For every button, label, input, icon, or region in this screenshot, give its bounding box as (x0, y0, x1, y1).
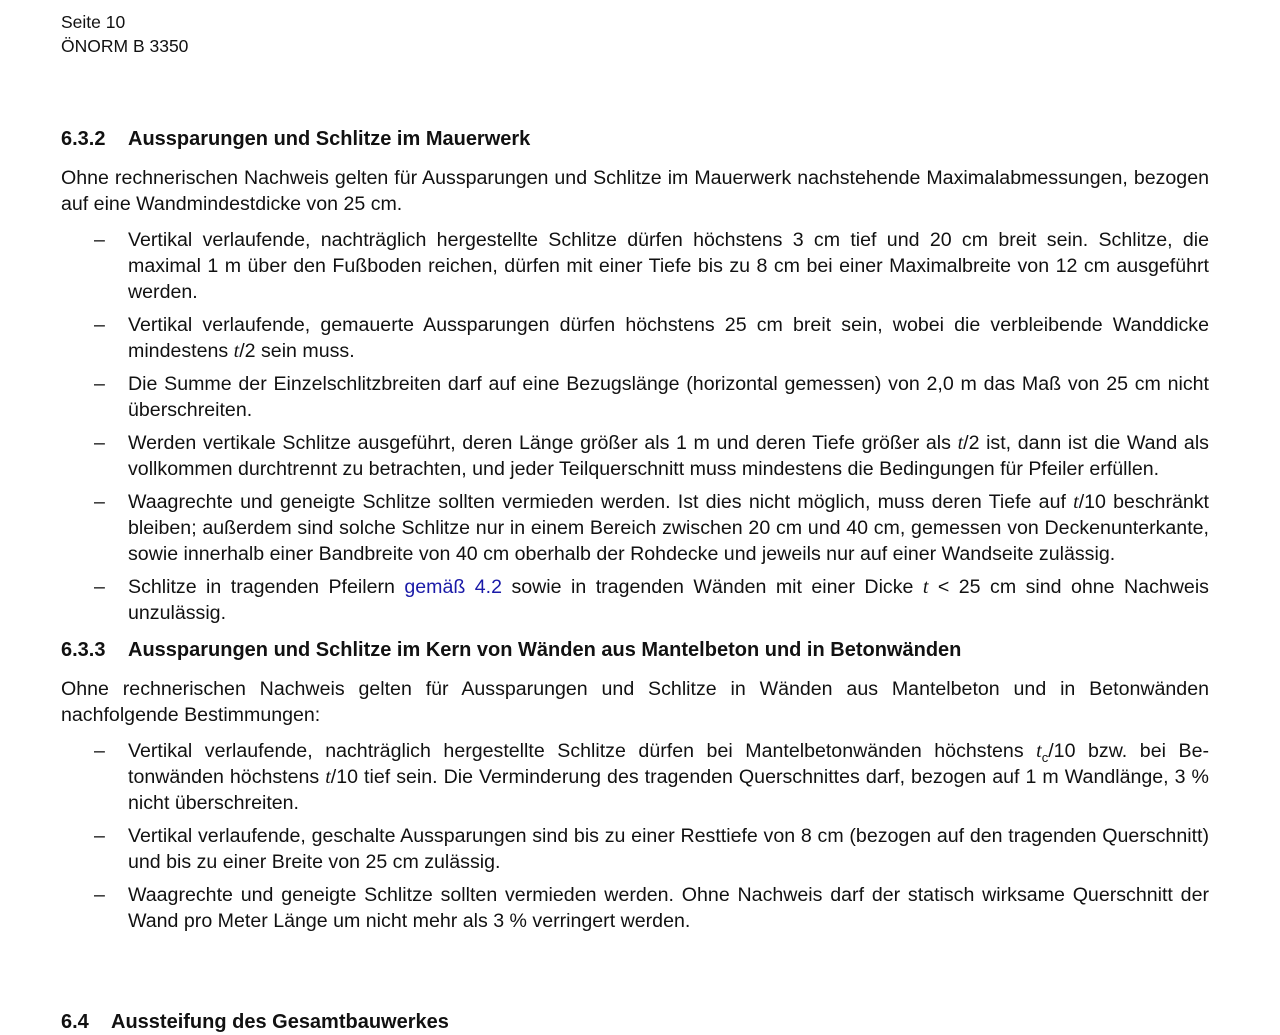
dash-marker: – (94, 229, 105, 251)
list-item-text: sowie in tragenden Wänden mit einer Dicke (502, 576, 923, 598)
dash-marker: – (94, 825, 105, 847)
list-item (61, 430, 1209, 482)
document-body (61, 126, 1209, 941)
reference-link-4-2[interactable]: gemäß 4.2 (404, 576, 503, 598)
list-item (61, 738, 1209, 816)
list-item-text: /10 tief sein. Die Verminderung des tragenden Querschnittes darf, bezogen auf 1 m Wandlänge, 3 % nicht überschreiten. (128, 766, 1209, 814)
list-item-text: Vertikal verlaufende, geschalte Aussparungen sind bis zu einer Resttiefe von 8 cm (bezogen auf den tragenden Querschnitt) und bis zu einer Breite von 25 cm zulässig. (128, 825, 1209, 873)
list-item-text: /10 bzw. bei Betonwänden höchstens (128, 740, 1209, 788)
list-item-text: Waagrechte und geneigte Schlitze sollten vermieden werden. Ohne Nachweis darf der statisch wirksame Querschnitt der Wand pro Meter Länge um nicht mehr als 3 % verringert werden. (128, 884, 1209, 932)
dash-marker: – (94, 373, 105, 395)
norm-title: ÖNORM B 3350 (61, 36, 189, 56)
section-intro: Ohne rechnerischen Nachweis gelten für Aussparungen und Schlitze im Mauerwerk nachstehende Maximalabmessungen, bezogen auf eine Wandmindestdicke von 25 cm. (61, 167, 1209, 215)
list-item-text: /2 sein muss. (239, 340, 355, 362)
list-item-text: Vertikal verlaufende, gemauerte Aussparungen dürfen höchstens 25 cm breit sein, wobei die verbleibende Wanddicke mindestens (128, 314, 1209, 362)
variable-t: t (1073, 491, 1079, 513)
list-item (61, 489, 1209, 567)
dash-marker: – (94, 576, 105, 598)
list-item (61, 227, 1209, 305)
list-item-text: Die Summe der Einzelschlitzbreiten darf auf eine Bezugslänge (horizontal gemessen) von 2,0 m das Maß von 25 cm nicht überschreiten. (128, 373, 1209, 421)
list-item (61, 371, 1209, 423)
list-item (61, 312, 1209, 364)
dash-marker: – (94, 432, 105, 454)
subscript-c: c (1041, 749, 1049, 765)
list-item (61, 882, 1209, 934)
page-header (61, 10, 188, 58)
list-item-text: /2 ist, dann ist die Wand als vollkommen durchtrennt zu betrachten, und jeder Teilquerschnitt muss mindestens die Bedingungen für Pfeiler erfüllen. (128, 432, 1209, 480)
variable-t: t (325, 766, 331, 788)
section-title: Aussparungen und Schlitze im Mauerwerk (128, 128, 531, 150)
variable-t: t (957, 432, 964, 454)
list-item-text: /10 beschränkt bleiben; außerdem sind solche Schlitze nur in einem Bereich zwischen 20 cm und 40 cm, gemessen von Deckenunterkante, sowie innerhalb einer Bandbreite von 40 cm oberhalb der Rohdecke und jeweils nur auf einer Wandseite zulässig. (128, 491, 1210, 565)
section-heading-6-3-2 (61, 126, 1209, 152)
section-number: 6.3.3 (61, 639, 106, 661)
list-item (61, 823, 1209, 875)
list-item (61, 574, 1209, 626)
section-number: 6.3.2 (61, 128, 106, 150)
variable-t: t (233, 340, 240, 362)
page-number: Seite 10 (61, 12, 126, 32)
section-heading-6-3-3 (61, 637, 1209, 663)
list-item-text: Waagrechte und geneigte Schlitze sollten vermieden werden. Ist dies nicht möglich, muss deren Tiefe auf (128, 491, 1074, 513)
list-item-text: Werden vertikale Schlitze ausgeführt, deren Länge größer als 1 m und deren Tiefe größer als (128, 432, 958, 454)
dash-marker: – (94, 491, 105, 513)
section-heading-6-4 (61, 1009, 449, 1035)
dash-marker: – (94, 884, 105, 906)
list-item-text: Schlitze in tragenden Pfeilern (128, 576, 405, 598)
variable-t: t (1036, 740, 1042, 762)
list-item-text: Vertikal verlaufende, nachträglich hergestellte Schlitze dürfen höchstens 3 cm tief und 20 cm breit sein. Schlitze, die maximal 1 m über den Fußboden reichen, dürfen mit einer Tiefe bis zu 8 cm bei einer Maximalbreite von 12 cm ausgeführt werden. (128, 229, 1209, 303)
section-number: 6.4 (61, 1011, 89, 1033)
dash-marker: – (94, 740, 105, 762)
dash-marker: – (94, 314, 105, 336)
list-item-text: Vertikal verlaufende, nachträglich hergestellte Schlitze dürfen bei Mantelbetonwänden höchstens (128, 740, 1037, 762)
section-title: Aussparungen und Schlitze im Kern von Wänden aus Mantelbeton und in Betonwänden (128, 639, 962, 661)
requirements-list (61, 738, 1209, 934)
section-title: Aussteifung des Gesamtbauwerkes (111, 1011, 449, 1033)
variable-t: t (922, 576, 929, 598)
list-item-text: < 25 cm sind ohne Nachweis unzulässig. (128, 576, 1209, 624)
section-intro: Ohne rechnerischen Nachweis gelten für Aussparungen und Schlitze in Wänden aus Mantelbeton und in Betonwänden nachfolgende Bestimmungen: (61, 678, 1209, 726)
requirements-list (61, 227, 1209, 626)
